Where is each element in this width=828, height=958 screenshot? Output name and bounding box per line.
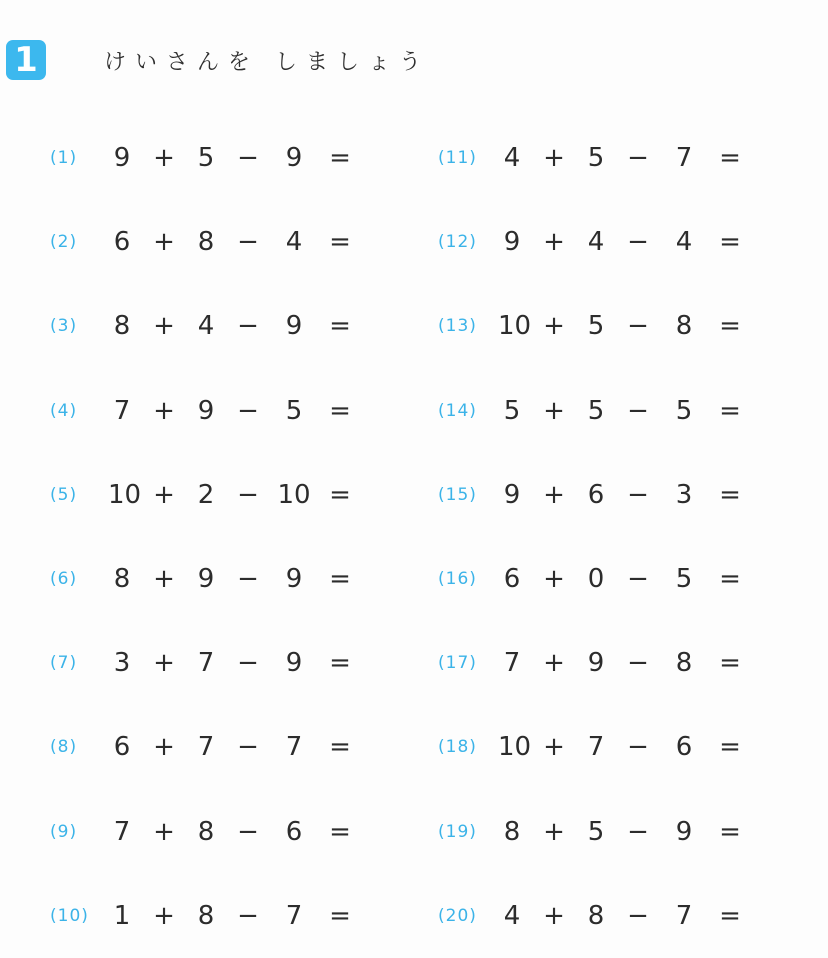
problem-label: (20) xyxy=(438,905,477,926)
equals-sign: = xyxy=(719,564,741,595)
problem-row xyxy=(50,200,368,284)
equals-sign: = xyxy=(329,395,351,426)
minus-sign: − xyxy=(237,648,259,679)
plus-sign: + xyxy=(543,732,565,763)
operand-b: 8 xyxy=(587,900,605,931)
operand-b: 4 xyxy=(587,227,605,258)
operand-c: 3 xyxy=(675,479,693,510)
operand-b: 9 xyxy=(587,648,605,679)
equals-sign: = xyxy=(329,900,351,931)
minus-sign: − xyxy=(627,143,649,174)
operand-c: 5 xyxy=(675,395,693,426)
operand-a: 7 xyxy=(113,816,131,847)
minus-sign: − xyxy=(237,311,259,342)
problem-label: (7) xyxy=(50,653,78,674)
problem-row xyxy=(438,200,758,284)
operand-a: 4 xyxy=(503,900,521,931)
minus-sign: − xyxy=(627,732,649,763)
equals-sign: = xyxy=(329,143,351,174)
plus-sign: + xyxy=(543,816,565,847)
operand-a: 10 xyxy=(108,479,142,510)
operand-b: 7 xyxy=(197,732,215,763)
problem-row xyxy=(438,874,758,958)
problem-row xyxy=(438,621,758,705)
equals-sign: = xyxy=(329,311,351,342)
minus-sign: − xyxy=(627,311,649,342)
problem-label: (3) xyxy=(50,316,78,337)
operand-a: 9 xyxy=(503,227,521,258)
minus-sign: − xyxy=(237,816,259,847)
problem-label: (13) xyxy=(438,316,477,337)
operand-a: 9 xyxy=(113,143,131,174)
equals-sign: = xyxy=(719,479,741,510)
problem-label: (14) xyxy=(438,400,477,421)
plus-sign: + xyxy=(153,900,175,931)
operand-c: 7 xyxy=(285,900,303,931)
operand-a: 5 xyxy=(503,395,521,426)
problem-row xyxy=(438,369,758,453)
operand-c: 5 xyxy=(675,564,693,595)
plus-sign: + xyxy=(543,143,565,174)
operand-b: 6 xyxy=(587,479,605,510)
operand-c: 8 xyxy=(675,311,693,342)
plus-sign: + xyxy=(543,564,565,595)
problem-label: (11) xyxy=(438,148,477,169)
plus-sign: + xyxy=(543,311,565,342)
operand-c: 6 xyxy=(285,816,303,847)
equals-sign: = xyxy=(329,479,351,510)
equals-sign: = xyxy=(329,732,351,763)
plus-sign: + xyxy=(153,227,175,258)
problem-row xyxy=(50,705,368,789)
plus-sign: + xyxy=(153,648,175,679)
operand-b: 8 xyxy=(197,900,215,931)
operand-a: 8 xyxy=(113,564,131,595)
problem-label: (5) xyxy=(50,484,78,505)
problem-label: (10) xyxy=(50,905,89,926)
minus-sign: − xyxy=(237,732,259,763)
problem-row xyxy=(50,621,368,705)
plus-sign: + xyxy=(153,395,175,426)
equals-sign: = xyxy=(719,143,741,174)
plus-sign: + xyxy=(543,395,565,426)
problem-label: (6) xyxy=(50,569,78,590)
minus-sign: − xyxy=(237,479,259,510)
operand-b: 7 xyxy=(587,732,605,763)
problem-label: (16) xyxy=(438,569,477,590)
plus-sign: + xyxy=(543,900,565,931)
problem-row xyxy=(50,369,368,453)
minus-sign: − xyxy=(627,479,649,510)
equals-sign: = xyxy=(719,648,741,679)
problem-row xyxy=(50,874,368,958)
operand-a: 7 xyxy=(503,648,521,679)
minus-sign: − xyxy=(237,143,259,174)
operand-b: 8 xyxy=(197,816,215,847)
problem-row xyxy=(50,537,368,621)
operand-b: 4 xyxy=(197,311,215,342)
operand-b: 7 xyxy=(197,648,215,679)
operand-c: 4 xyxy=(675,227,693,258)
problem-column-left xyxy=(50,116,368,958)
equals-sign: = xyxy=(329,648,351,679)
problem-row xyxy=(50,453,368,537)
minus-sign: − xyxy=(627,900,649,931)
plus-sign: + xyxy=(543,227,565,258)
operand-a: 6 xyxy=(113,732,131,763)
operand-c: 8 xyxy=(675,648,693,679)
problem-label: (1) xyxy=(50,148,78,169)
operand-b: 5 xyxy=(587,143,605,174)
operand-c: 6 xyxy=(675,732,693,763)
plus-sign: + xyxy=(153,732,175,763)
operand-b: 5 xyxy=(587,395,605,426)
minus-sign: − xyxy=(627,395,649,426)
equals-sign: = xyxy=(719,732,741,763)
operand-a: 8 xyxy=(503,816,521,847)
operand-c: 7 xyxy=(285,732,303,763)
equals-sign: = xyxy=(719,900,741,931)
operand-c: 9 xyxy=(285,564,303,595)
plus-sign: + xyxy=(153,816,175,847)
problem-label: (12) xyxy=(438,232,477,253)
problem-label: (4) xyxy=(50,400,78,421)
operand-b: 8 xyxy=(197,227,215,258)
operand-a: 6 xyxy=(503,564,521,595)
section-header xyxy=(6,38,430,82)
problem-row xyxy=(50,116,368,200)
equals-sign: = xyxy=(719,395,741,426)
operand-a: 3 xyxy=(113,648,131,679)
plus-sign: + xyxy=(543,648,565,679)
plus-sign: + xyxy=(543,479,565,510)
problem-row xyxy=(50,284,368,368)
problem-label: (8) xyxy=(50,737,78,758)
equals-sign: = xyxy=(719,311,741,342)
minus-sign: − xyxy=(237,395,259,426)
operand-c: 4 xyxy=(285,227,303,258)
minus-sign: − xyxy=(627,227,649,258)
problem-label: (15) xyxy=(438,484,477,505)
problem-row xyxy=(50,790,368,874)
operand-b: 5 xyxy=(587,816,605,847)
plus-sign: + xyxy=(153,479,175,510)
operand-c: 10 xyxy=(277,479,311,510)
operand-c: 7 xyxy=(675,143,693,174)
operand-b: 9 xyxy=(197,564,215,595)
operand-b: 5 xyxy=(587,311,605,342)
problem-row xyxy=(438,790,758,874)
operand-c: 9 xyxy=(285,143,303,174)
operand-a: 6 xyxy=(113,227,131,258)
operand-a: 10 xyxy=(498,732,532,763)
operand-a: 8 xyxy=(113,311,131,342)
operand-b: 5 xyxy=(197,143,215,174)
problem-label: (17) xyxy=(438,653,477,674)
equals-sign: = xyxy=(329,227,351,258)
minus-sign: − xyxy=(627,816,649,847)
equals-sign: = xyxy=(719,227,741,258)
operand-a: 1 xyxy=(113,900,131,931)
operand-b: 9 xyxy=(197,395,215,426)
plus-sign: + xyxy=(153,143,175,174)
minus-sign: − xyxy=(237,564,259,595)
equals-sign: = xyxy=(329,816,351,847)
problem-row xyxy=(438,284,758,368)
section-number-badge: 1 xyxy=(6,40,46,80)
operand-a: 9 xyxy=(503,479,521,510)
problem-row xyxy=(438,537,758,621)
problem-row xyxy=(438,453,758,537)
minus-sign: − xyxy=(237,227,259,258)
operand-c: 5 xyxy=(285,395,303,426)
equals-sign: = xyxy=(719,816,741,847)
problem-label: (9) xyxy=(50,821,78,842)
problem-row xyxy=(438,116,758,200)
operand-a: 7 xyxy=(113,395,131,426)
operand-a: 10 xyxy=(498,311,532,342)
problem-label: (2) xyxy=(50,232,78,253)
minus-sign: − xyxy=(627,564,649,595)
equals-sign: = xyxy=(329,564,351,595)
operand-b: 2 xyxy=(197,479,215,510)
problem-label: (18) xyxy=(438,737,477,758)
operand-b: 0 xyxy=(587,564,605,595)
plus-sign: + xyxy=(153,564,175,595)
operand-c: 9 xyxy=(675,816,693,847)
problem-column-right xyxy=(438,116,758,958)
problem-row xyxy=(438,705,758,789)
problem-label: (19) xyxy=(438,821,477,842)
operand-c: 9 xyxy=(285,648,303,679)
operand-c: 9 xyxy=(285,311,303,342)
minus-sign: − xyxy=(627,648,649,679)
minus-sign: − xyxy=(237,900,259,931)
operand-a: 4 xyxy=(503,143,521,174)
plus-sign: + xyxy=(153,311,175,342)
operand-c: 7 xyxy=(675,900,693,931)
instruction-text: けいさんを しましょう xyxy=(104,49,430,75)
